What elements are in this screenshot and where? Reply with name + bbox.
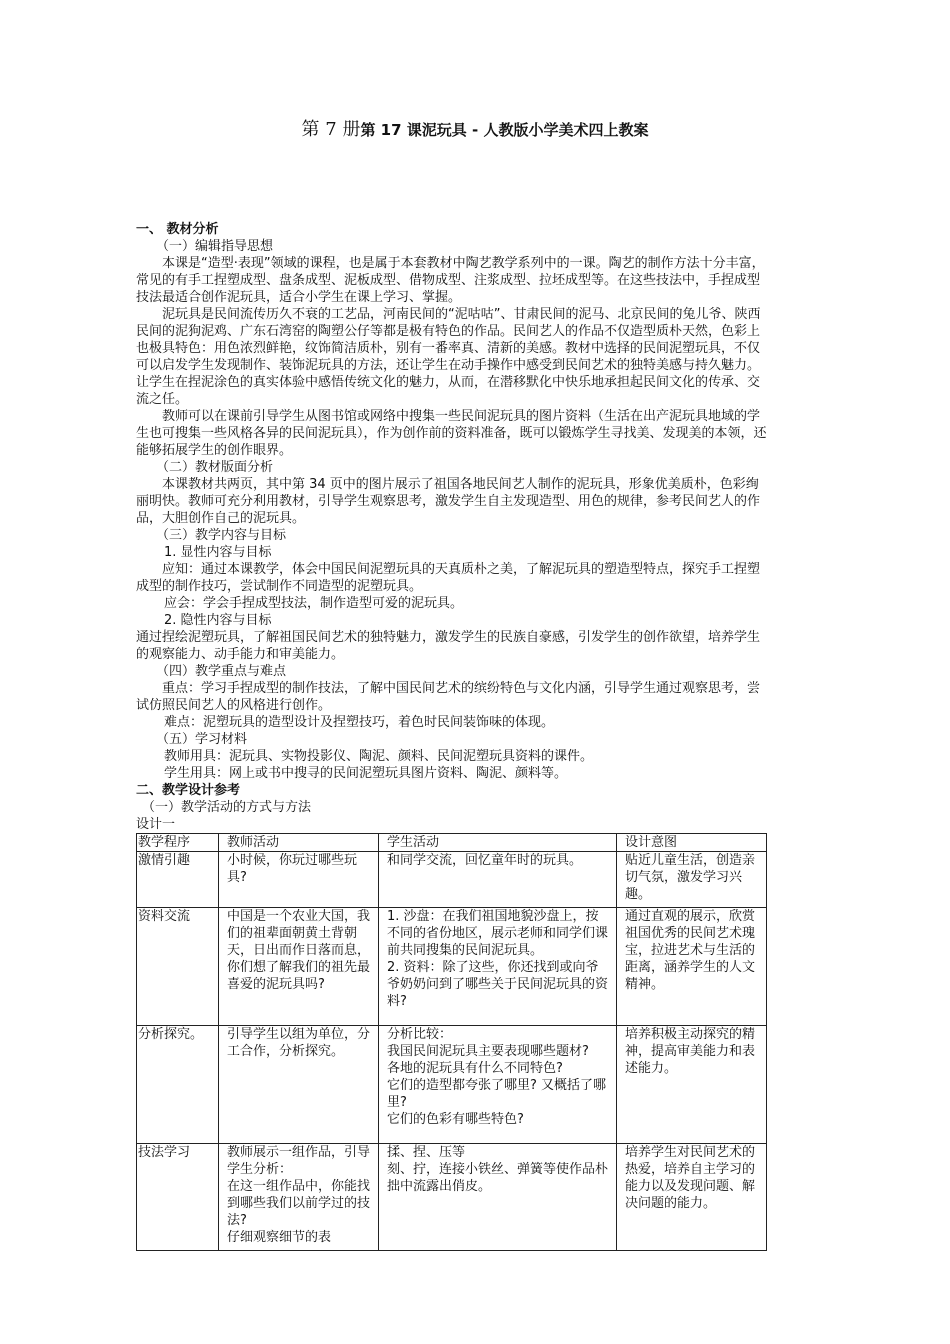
cell-student: 和同学交流，回忆童年时的玩具。	[379, 852, 617, 908]
list-item-heading: 2. 隐性内容与目标	[164, 613, 272, 628]
paragraph: 本课教材共两页，其中第 34 页中的图片展示了祖国各地民间艺人制作的泥玩具，形象优美质朴，色彩绚丽明快。教师可充分利用教材，引导学生观察思考，激发学生自主发现造型、用色的规律，参考民间艺人的作品，大胆创作自己的泥玩具。	[136, 477, 761, 526]
paragraph: 学生用具：网上或书中搜寻的民间泥塑玩具图片资料、陶泥、颜料等。	[164, 766, 568, 781]
cell-intent: 培养学生对民间艺术的热爱，培养自主学习的能力以及发现问题、解决问题的能力。	[617, 1144, 767, 1251]
design-label: 设计一	[136, 817, 176, 832]
paragraph: 难点：泥塑玩具的造型设计及捏塑技巧，着色时民间装饰味的体现。	[164, 715, 555, 730]
cell-step: 分析探究。	[137, 1026, 219, 1144]
cell-intent: 通过直观的展示，欣赏祖国优秀的民间艺术瑰宝，拉进艺术与生活的距离，涵养学生的人文精神。	[617, 908, 767, 1026]
cell-intent: 贴近儿童生活，创造亲切气氛，激发学习兴趣。	[617, 852, 767, 908]
cell-student: 揉、捏、压等 刻、拧，连接小铁丝、弹簧等使作品朴拙中流露出俏皮。	[379, 1144, 617, 1251]
section-heading: 二、教学设计参考	[136, 783, 241, 798]
title-lesson: 第 17 课泥玩具 - 人教版小学美术四上教案	[360, 121, 649, 139]
subsection-heading: （三）教学内容与目标	[156, 528, 287, 543]
cell-intent: 培养积极主动探究的精神，提高审美能力和表述能力。	[617, 1026, 767, 1144]
table-row	[137, 908, 767, 1026]
cell-teacher: 引导学生以组为单位，分工合作，分析探究。	[219, 1026, 379, 1144]
list-item-heading: 1. 显性内容与目标	[164, 545, 272, 560]
lesson-table	[136, 833, 767, 1251]
paragraph: 本课是“造型·表现”领域的课程，也是属于本套教材中陶艺教学系列中的一课。陶艺的制作方法十分丰富，常见的有手工捏塑成型、盘条成型、泥板成型、借物成型、注浆成型、拉坯成型等。在这些技法中，手捏成型技法最适合创作泥玩具，适合小学生在课上学习、掌握。	[136, 256, 765, 305]
table-header-cell: 教学程序	[137, 834, 219, 852]
document-body	[136, 221, 768, 1251]
paragraph: 通过捏绘泥塑玩具，了解祖国民间艺术的独特魅力，激发学生的民族自豪感，引发学生的创作欲望，培养学生的观察能力、动手能力和审美能力。	[136, 630, 761, 662]
cell-teacher: 小时候，你玩过哪些玩具?	[219, 852, 379, 908]
cell-step: 激情引趣	[137, 852, 219, 908]
subsection-heading: （一）教学活动的方式与方法	[142, 800, 312, 815]
table-row	[137, 1026, 767, 1144]
subsection-heading: （五）学习材料	[156, 732, 248, 747]
paragraph: 教师用具：泥玩具、实物投影仪、陶泥、颜料、民间泥塑玩具资料的课件。	[164, 749, 594, 764]
cell-teacher: 教师展示一组作品，引导学生分析： 在这一组作品中，你能找到哪些我们以前学过的技法? 仔细观察细节的表	[219, 1144, 379, 1251]
table-row	[137, 852, 767, 908]
cell-teacher: 中国是一个农业大国，我们的祖辈面朝黄土背朝天，日出而作日落而息，你们想了解我们的祖先最喜爱的泥玩具吗?	[219, 908, 379, 1026]
paragraph: 泥玩具是民间流传历久不衰的工艺品，河南民间的“泥咕咕”、甘肃民间的泥马、北京民间的兔儿爷、陕西民间的泥狗泥鸡、广东石湾窑的陶塑公仔等都是极有特色的作品。民间艺人的作品不仅造型质朴天然，色彩上也极具特色：用色浓烈鲜艳，纹饰简洁质朴，别有一番率真、清新的美感。教材中选择的民间泥塑玩具，不仅可以启发学生发现制作、装饰泥玩具的方法，还让学生在动手操作中感受到民间艺术的独特美感与持久魅力。让学生在捏泥涂色的真实体验中感悟传统文化的魅力，从而，在潜移默化中快乐地承担起民间文化的传承、交流之任。	[136, 307, 761, 407]
paragraph: 应知：通过本课教学，体会中国民间泥塑玩具的天真质朴之美，了解泥玩具的塑造型特点，探究手工捏塑成型的制作技巧，尝试制作不同造型的泥塑玩具。	[136, 562, 761, 594]
cell-student: 分析比较： 我国民间泥玩具主要表现哪些题材? 各地的泥玩具有什么不同特色? 它们的造型都夸张了哪里? 又概括了哪里? 它们的色彩有哪些特色?	[379, 1026, 617, 1144]
paragraph: 应会：学会手捏成型技法，制作造型可爱的泥玩具。	[164, 596, 464, 611]
cell-step: 技法学习	[137, 1144, 219, 1251]
title-volume: 第 7 册	[301, 119, 361, 140]
subsection-heading: （二）教材版面分析	[156, 460, 274, 475]
table-header-cell: 学生活动	[379, 834, 617, 852]
table-header-row	[137, 834, 767, 852]
section-heading: 一、 教材分析	[136, 222, 219, 237]
table-row	[137, 1144, 767, 1251]
paragraph: 教师可以在课前引导学生从图书馆或网络中搜集一些民间泥玩具的图片资料（生活在出产泥玩具地域的学生也可搜集一些风格各异的民间泥玩具），作为创作前的资料准备，既可以锻炼学生寻找美、发现美的本领，还能够拓展学生的创作眼界。	[136, 409, 767, 458]
table-header-cell: 教师活动	[219, 834, 379, 852]
subsection-heading: （四）教学重点与难点	[156, 664, 287, 679]
paragraph: 重点：学习手捏成型的制作技法，了解中国民间艺术的缤纷特色与文化内涵，引导学生通过观察思考，尝试仿照民间艺人的风格进行创作。	[136, 681, 761, 713]
cell-step: 资料交流	[137, 908, 219, 1026]
page-title	[0, 118, 950, 142]
subsection-heading: （一）编辑指导思想	[156, 239, 274, 254]
table-header-cell: 设计意图	[617, 834, 767, 852]
cell-student: 1. 沙盘：在我们祖国地貌沙盘上，按不同的省份地区，展示老师和同学们课前共同搜集的民间泥玩具。 2. 资料：除了这些，你还找到或向爷爷奶奶问到了哪些关于民间泥玩具的资料?	[379, 908, 617, 1026]
